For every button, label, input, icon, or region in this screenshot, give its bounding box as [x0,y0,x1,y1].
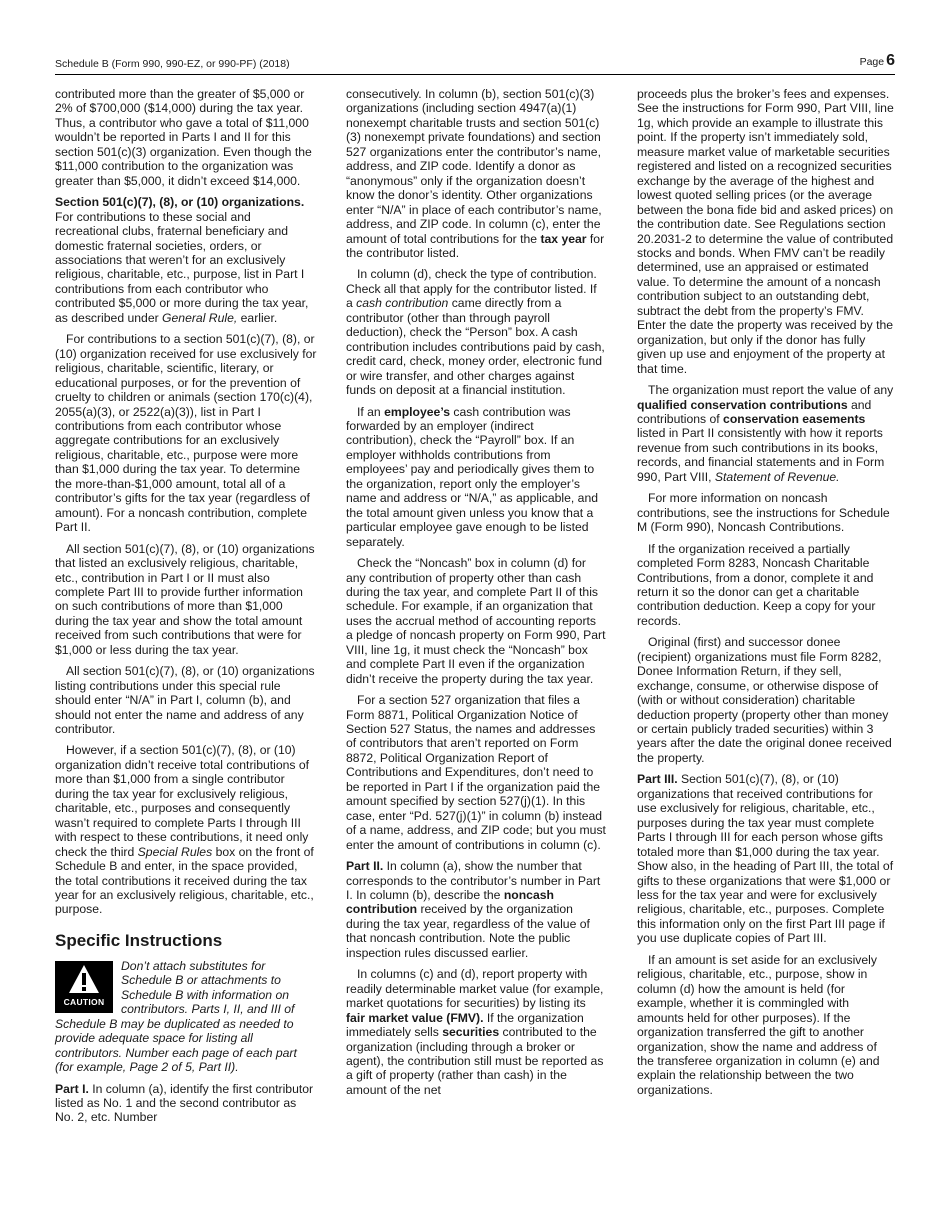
text-run: and contributions of [637,397,872,426]
form-title: Schedule B (Form 990, 990-EZ, or 990-PF) (2018) [55,58,290,70]
paragraph [55,743,317,916]
paragraph: For more information on noncash contributions, see the instructions for Schedule M (Form 990), Noncash Contributions. [637,491,890,535]
section-heading: Part I. [55,1081,89,1096]
text-run: listed in Part II consistently with how it reports revenue from such contributions in its books, records, and financial statements and in Form 990, Part VIII, [637,426,885,484]
column-3 [637,87,895,1104]
paragraph: contributed more than the greater of $5,000 or 2% of $700,000 ($14,000) during the tax year. Thus, a contributor who gave a total of $11,000 wouldn’t be reported in Parts I and II for this section 501(c)(3) organization. Even though the $11,000 contribution to the organization was greater than $5,000, it didn’t exceed $14,000. [55,87,312,188]
text-run: In column (a), identify the first contributor listed as No. 1 and the second contributor as No. 2, etc. Number [55,1081,314,1125]
paragraph: All section 501(c)(7), (8), or (10) organizations listing contributions under this special rule should enter “N/A” in Part I, column (b), and should not enter the name and address of any contributor. [55,664,315,737]
text-run: fair market value (FMV). [346,1010,484,1025]
paragraph [637,383,895,484]
paragraph [346,405,606,550]
text-run: However, if a section 501(c)(7), (8), or (10) organization didn’t receive total contributions of more than $1,000 from a single contributor during the tax year for exclusively religious, charitable, etc., purposes and consequently wasn’t required to complete Parts I through III with respect to these contributions, it need only check the third [55,743,310,859]
text-run: consecutively. In column (b), section 501(c)(3) organizations (including section 4947(a)(1) nonexempt charitable trusts and section 501(c)(3) nonexempt private foundations) and section 527 organizations enter the contributor’s name, address, and ZIP code. Identify a donor as “anonymous” only if the organization doesn’t know the donor’s identity. Other organizations enter “N/A” in place of each contributor’s name, address, and ZIP code. In column (c), enter the amount of total contributions for the [346,87,602,246]
paragraph: All section 501(c)(7), (8), or (10) organizations that listed an exclusively religious, charitable, etc., contribution in Part I or II must also complete Part III to provide further information on such contributions of more than $1,000 during the tax year and show the total amount received from such contributions that were for $1,000 or less during the tax year. [55,541,315,657]
text-run: earlier. [237,310,278,325]
page-label: Page [859,56,885,68]
text-run: contributed to the organization (including through a broker or agent), the contribution still must be reported as a gift of property (rather than cash) in the amount of the net [346,1025,604,1097]
text-run: employee’s [384,404,451,419]
section-heading: Section 501(c)(7), (8), or (10) organizations. [55,195,305,210]
text-run: noncash contribution [346,888,554,917]
paragraph [346,87,606,260]
section-heading: Part III. [637,772,678,787]
caution-text: Don’t attach substitutes for Schedule B or attachments to Schedule B with information on contributors. Parts I, II, and III of Schedule B may be duplicated as needed to provide adequate space for listing all contributors. Number each page of each part (for example, Page 2 of 5, Part II). [55,958,297,1075]
section-heading: Part II. [346,859,384,874]
text-run: The organization must report the value of any [648,383,894,398]
page-indicator [860,52,895,70]
paragraph [346,267,606,397]
paragraph: For a section 527 organization that files a Form 8871, Political Organization Notice of Section 527 Status, the names and addresses of contributors that aren’t reported on Form 8872, Political Organization Report of Contributions and Expenditures, don’t need to be reported in Part I if the organization paid the amount specified by section 527(j)(1). In this case, enter “Pd. 527(j)(1)” in column (b) instead of a name, address, and ZIP code; but you must enter the amount of contributions in column (c). [346,693,606,852]
column-2 [346,87,606,1104]
paragraph [55,195,317,325]
paragraph: Check the “Noncash” box in column (d) for any contribution of property other than cash during the tax year, and complete Part II of this schedule. For example, if an organization that uses the accrual method of accounting reports a pledge of noncash property on Form 990, Part VIII, line 1g, it must check the “Noncash” box and complete Part II even if the organization didn’t receive the property during the tax year. [346,556,606,686]
text-run: If the organization immediately sells [346,1010,584,1040]
text-run: conservation easements [723,411,866,426]
caution-note [55,959,317,1075]
caution-label: CAUTION [63,997,105,1008]
text-run: General Rule, [162,310,238,325]
text-run: Section 501(c)(7), (8), or (10) organizations that received contributions for use exclusively for religious, charitable, etc., purposes during the tax year must complete Parts I through III for each person whose gifts totaled more than $1,000 during the tax year. Show also, in the heading of Part III, the total of gifts to these organizations that were $1,000 or less for the tax year and were for exclusively religious, charitable, etc., purposes. Complete this information only on the first Part III page if you use duplicate copies of Part III. [637,772,894,946]
text-run: cash contribution [356,296,449,311]
paragraph [637,772,895,945]
text-run: cash contribution was forwarded by an employer (indirect contribution), check the “Payroll” box. If an employer withholds contributions from employees’ pay and periodically gives them to the organization, report only the employer’s name and address or “N/A,” as applicable, and the total amount given unless you know that a particular employee gave enough to be listed separately. [346,404,599,549]
paragraph: Original (first) and successor donee (recipient) organizations must file Form 8282, Donee Information Return, if they sell, exchange, consume, or otherwise dispose of (with or without consideration) charitable deduction property (property other than money or certain publicly traded securities) within 3 years after the date the original donee received the property. [637,635,892,765]
warning-icon [68,964,100,994]
page-header [55,52,895,75]
text-run: In column (a), show the number that corresponds to the contributor’s number in Part I. In column (b), describe the [346,859,601,903]
paragraph: proceeds plus the broker’s fees and expenses. See the instructions for Form 990, Part VIII, line 1g, which provide an example to illustrate this point. If the property isn’t immediately sold, measure market value of marketable securities registered and listed on a recognized securities exchange by the average of the highest and lowest quoted selling prices (or the average between the bona fide bid and asked prices) on the contribution date. See Regulations section 20.2031-2 to determine the value of contributed stocks and bonds. When FMV can’t be readily determined, use an appraised or estimated value. To determine the amount of a noncash contribution subject to an outstanding debt, subtract the debt from the property’s FMV. Enter the date the property was received by the organization, but only if the donor has fully given up use and enjoyment of the property at that time. [637,87,894,376]
text-run: In column (d), check the type of contribution. Check all that apply for the contributor listed. If a [346,267,597,311]
page-number: 6 [886,52,895,69]
text-run: If an [357,404,385,419]
paragraph [55,1082,317,1125]
text-run: securities [442,1025,500,1040]
text-run: for the contributor listed. [346,231,605,260]
column-1 [55,87,317,1132]
specific-instructions-heading: Specific Instructions [55,930,223,950]
caution-badge [55,961,113,1013]
text-run: Special Rules [137,844,213,859]
text-run: qualified conservation contributions [637,397,848,412]
text-run: received by the organization during the tax year, regardless of the value of that noncash contribution. Note the public inspection rules discussed earlier. [346,902,590,960]
text-run: In columns (c) and (d), report property with readily determinable market value (for example, market quotations for securities) by listing its [346,967,604,1011]
text-run: For contributions to these social and recreational clubs, fraternal beneficiary and domestic fraternal societies, orders, or associations that weren’t for an exclusively religious, charitable, etc., purpose, list in Part I contributions from each contributor who contributed $5,000 or more during the tax year, as described under [55,209,309,325]
text-run: tax year [540,231,587,246]
text-run: came directly from a contributor (other than through payroll deduction), check the “Person” box. A cash contribution includes contributions paid by cash, credit card, check, money order, electronic fund or wire transfer, and other charges against funds on deposit at a financial institution. [346,296,605,398]
paragraph: For contributions to a section 501(c)(7), (8), or (10) organization received for use exclusively for religious, charitable, scientific, literary, or educational purposes, or for the prevention of cruelty to children or animals (section 170(c)(4), 2055(a)(3), or 2522(a)(3)), list in Part I contributions from each contributor whose aggregate contributions for an exclusively religious, charitable, etc., purpose were more than $1,000 during the tax year. To determine the more-than-$1,000 amount, total all of a contributor’s gifts for the tax year (regardless of amount). For a noncash contribution, complete Part II. [55,332,317,535]
text-run: box on the front of Schedule B and enter, in the space provided, the total contributions it received during the tax year for an exclusively religious, charitable, etc., purpose. [55,844,314,917]
paragraph [346,967,606,1097]
paragraph: If an amount is set aside for an exclusively religious, charitable, etc., purpose, show in column (d) how the amount is held (for example, whether it is commingled with amounts held for other purposes). If the organization transferred the gift to another organization, show the name and address of the transferee organization in column (e) and explain the relationship between the two organizations. [637,952,880,1097]
paragraph: If the organization received a partially completed Form 8283, Noncash Charitable Contributions, from a donor, complete it and return it so the donor can get a charitable contribution deduction. Keep a copy for your records. [637,541,876,628]
text-run: Statement of Revenue. [714,469,840,484]
paragraph [346,859,606,960]
